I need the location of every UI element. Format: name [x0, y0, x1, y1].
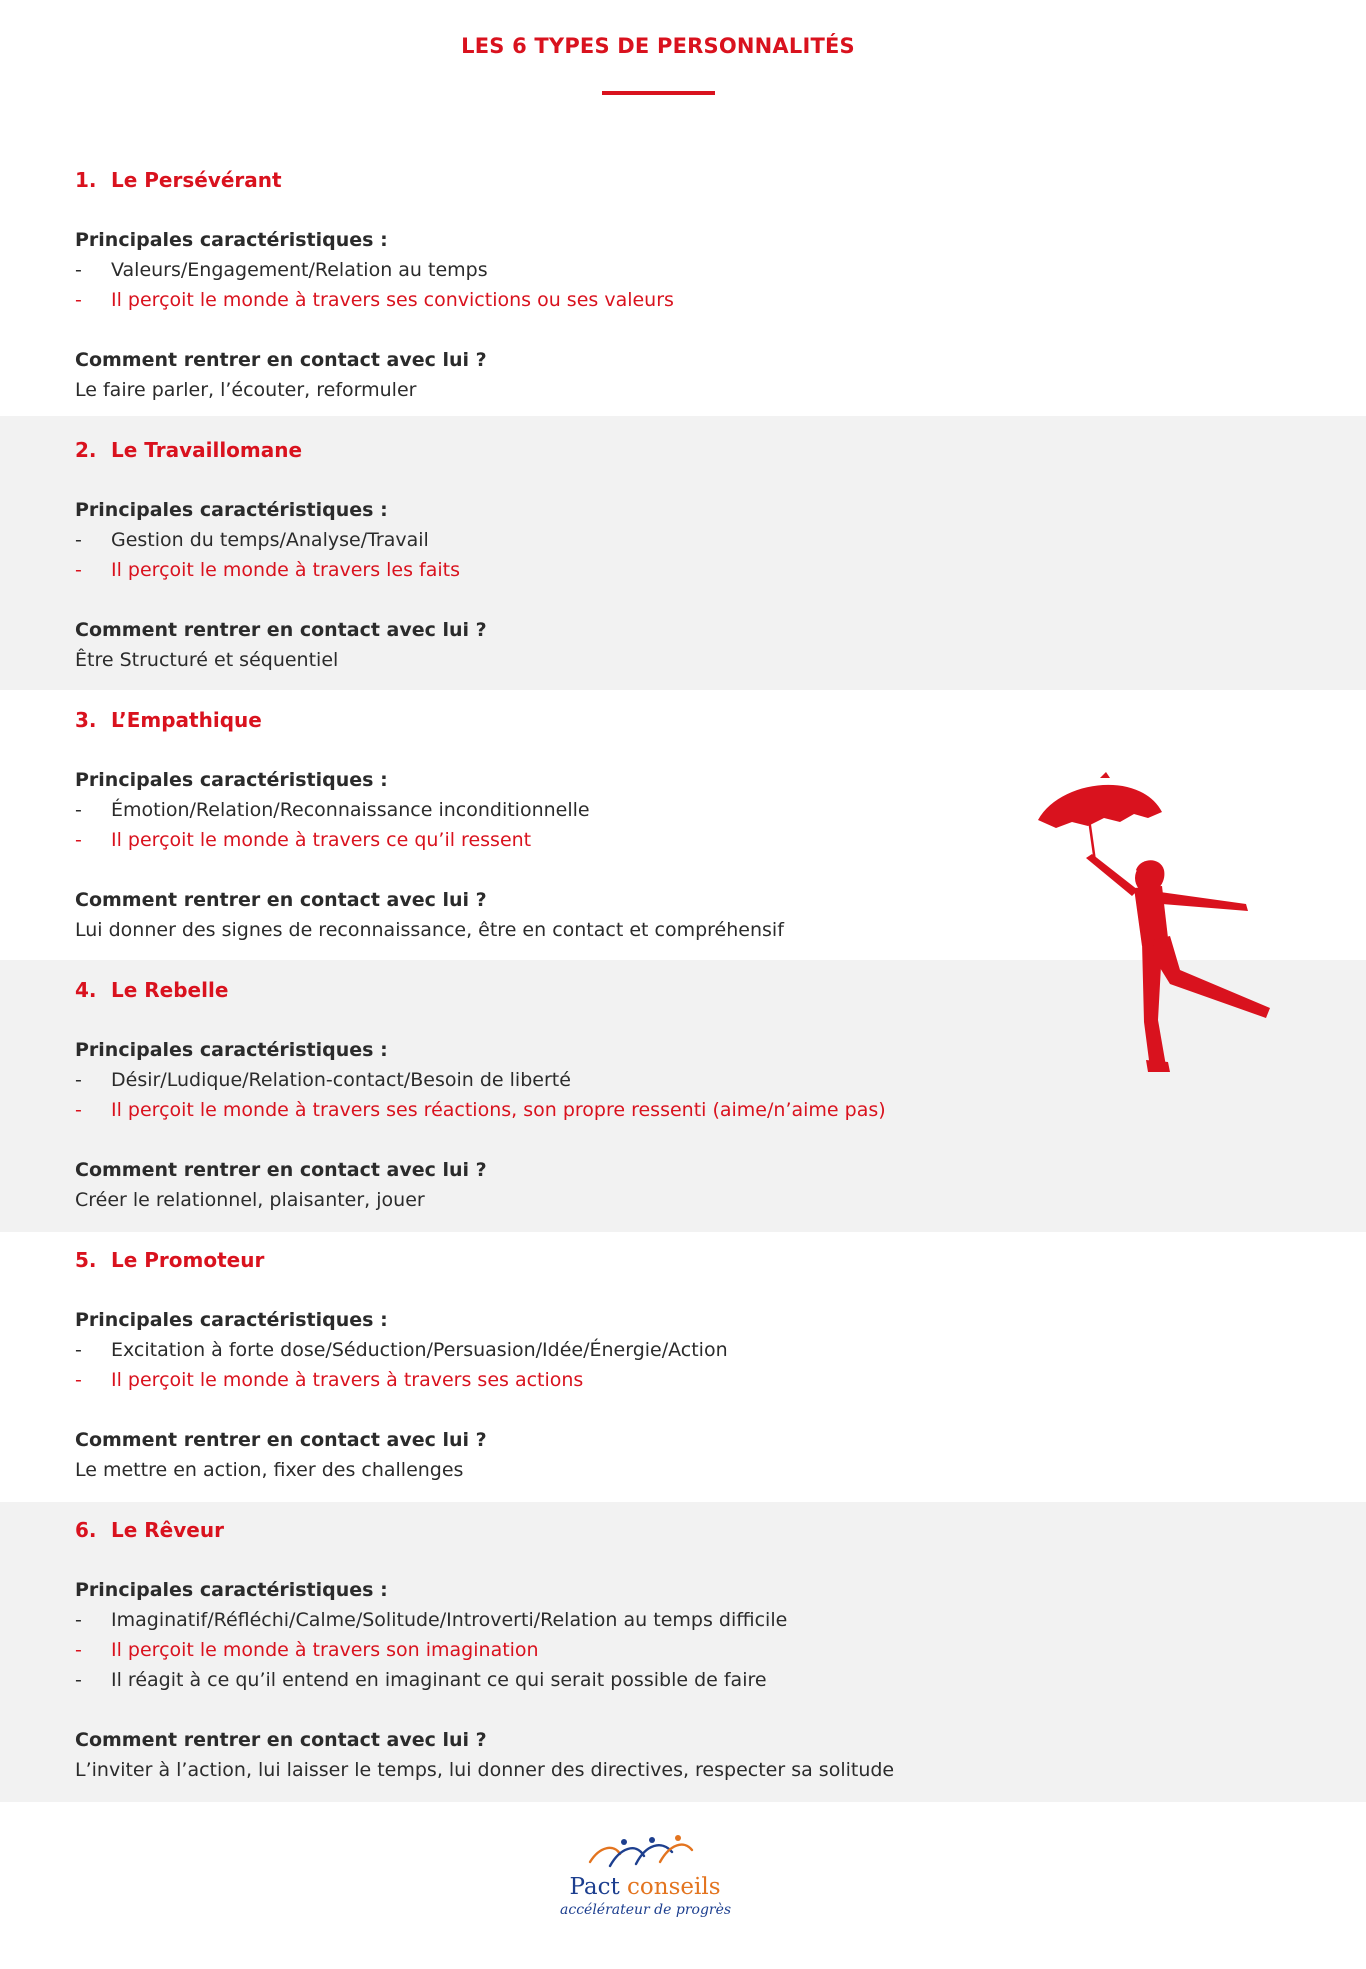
section-name: Le Persévérant	[111, 168, 282, 192]
section-promoteur	[0, 1232, 1366, 1502]
contact-label: Comment rentrer en contact avec lui ?	[75, 1729, 487, 1751]
list-item: - Excitation à forte dose/Séduction/Persuasion/Idée/Énergie/Action	[75, 1339, 728, 1361]
running-figures-icon	[580, 1832, 700, 1872]
contact-text: Lui donner des signes de reconnaissance, être en contact et compréhensif	[75, 919, 784, 941]
contact-text: Le mettre en action, fixer des challenges	[75, 1459, 464, 1481]
contact-label: Comment rentrer en contact avec lui ?	[75, 349, 487, 371]
logo-wordmark: Pact conseils	[569, 1874, 721, 1900]
characteristics-label: Principales caractéristiques :	[75, 1309, 388, 1331]
contact-text: Le faire parler, l’écouter, reformuler	[75, 379, 417, 401]
characteristics-label: Principales caractéristiques :	[75, 229, 388, 251]
contact-text: Créer le relationnel, plaisanter, jouer	[75, 1189, 425, 1211]
page-title: LES 6 TYPES DE PERSONNALITÉS	[461, 34, 855, 58]
section-name: Le Promoteur	[111, 1248, 265, 1272]
list-item: - Désir/Ludique/Relation-contact/Besoin de liberté	[75, 1069, 571, 1091]
contact-label: Comment rentrer en contact avec lui ?	[75, 1159, 487, 1181]
section-travaillomane	[0, 416, 1366, 690]
section-heading	[75, 1246, 264, 1274]
section-number: 3.	[75, 708, 97, 732]
section-number: 6.	[75, 1518, 97, 1542]
section-heading	[75, 436, 302, 464]
list-item: - Il perçoit le monde à travers les faits	[75, 559, 461, 581]
list-item: - Émotion/Relation/Reconnaissance inconditionnelle	[75, 799, 590, 821]
contact-label: Comment rentrer en contact avec lui ?	[75, 889, 487, 911]
umbrella-woman-illustration	[1030, 770, 1310, 1090]
list-item: - Gestion du temps/Analyse/Travail	[75, 529, 429, 551]
list-item: - Il perçoit le monde à travers ses convictions ou ses valeurs	[75, 289, 674, 311]
section-name: Le Rebelle	[111, 978, 229, 1002]
logo-tagline: accélérateur de progrès	[560, 1902, 732, 1918]
list-item: - Valeurs/Engagement/Relation au temps	[75, 259, 488, 281]
section-number: 4.	[75, 978, 97, 1002]
contact-label: Comment rentrer en contact avec lui ?	[75, 1429, 487, 1451]
list-item: - Il réagit à ce qu’il entend en imaginant ce qui serait possible de faire	[75, 1669, 767, 1691]
list-item: - Il perçoit le monde à travers ses réactions, son propre ressenti (aime/n’aime pas)	[75, 1099, 886, 1121]
list-item: - Il perçoit le monde à travers ce qu’il ressent	[75, 829, 532, 851]
section-heading	[75, 166, 282, 194]
list-item: - Il perçoit le monde à travers son imagination	[75, 1639, 539, 1661]
contact-label: Comment rentrer en contact avec lui ?	[75, 619, 487, 641]
characteristics-label: Principales caractéristiques :	[75, 1579, 388, 1601]
section-name: L’Empathique	[111, 708, 262, 732]
title-divider	[602, 91, 715, 95]
pact-conseils-logo	[560, 1832, 730, 1942]
section-heading	[75, 706, 262, 734]
characteristics-label: Principales caractéristiques :	[75, 499, 388, 521]
section-number: 1.	[75, 168, 97, 192]
characteristics-label: Principales caractéristiques :	[75, 769, 388, 791]
section-heading	[75, 1516, 224, 1544]
section-number: 2.	[75, 438, 97, 462]
section-name: Le Rêveur	[111, 1518, 224, 1542]
list-item: - Imaginatif/Réfléchi/Calme/Solitude/Introverti/Relation au temps difficile	[75, 1609, 788, 1631]
characteristics-label: Principales caractéristiques :	[75, 1039, 388, 1061]
section-heading	[75, 976, 228, 1004]
list-item: - Il perçoit le monde à travers à travers ses actions	[75, 1369, 584, 1391]
contact-text: Être Structuré et séquentiel	[75, 649, 339, 671]
section-reveur	[0, 1502, 1366, 1802]
section-name: Le Travaillomane	[111, 438, 303, 462]
contact-text: L’inviter à l’action, lui laisser le temps, lui donner des directives, respecter sa solitude	[75, 1759, 895, 1781]
section-number: 5.	[75, 1248, 97, 1272]
section-perseverant	[0, 166, 1366, 416]
